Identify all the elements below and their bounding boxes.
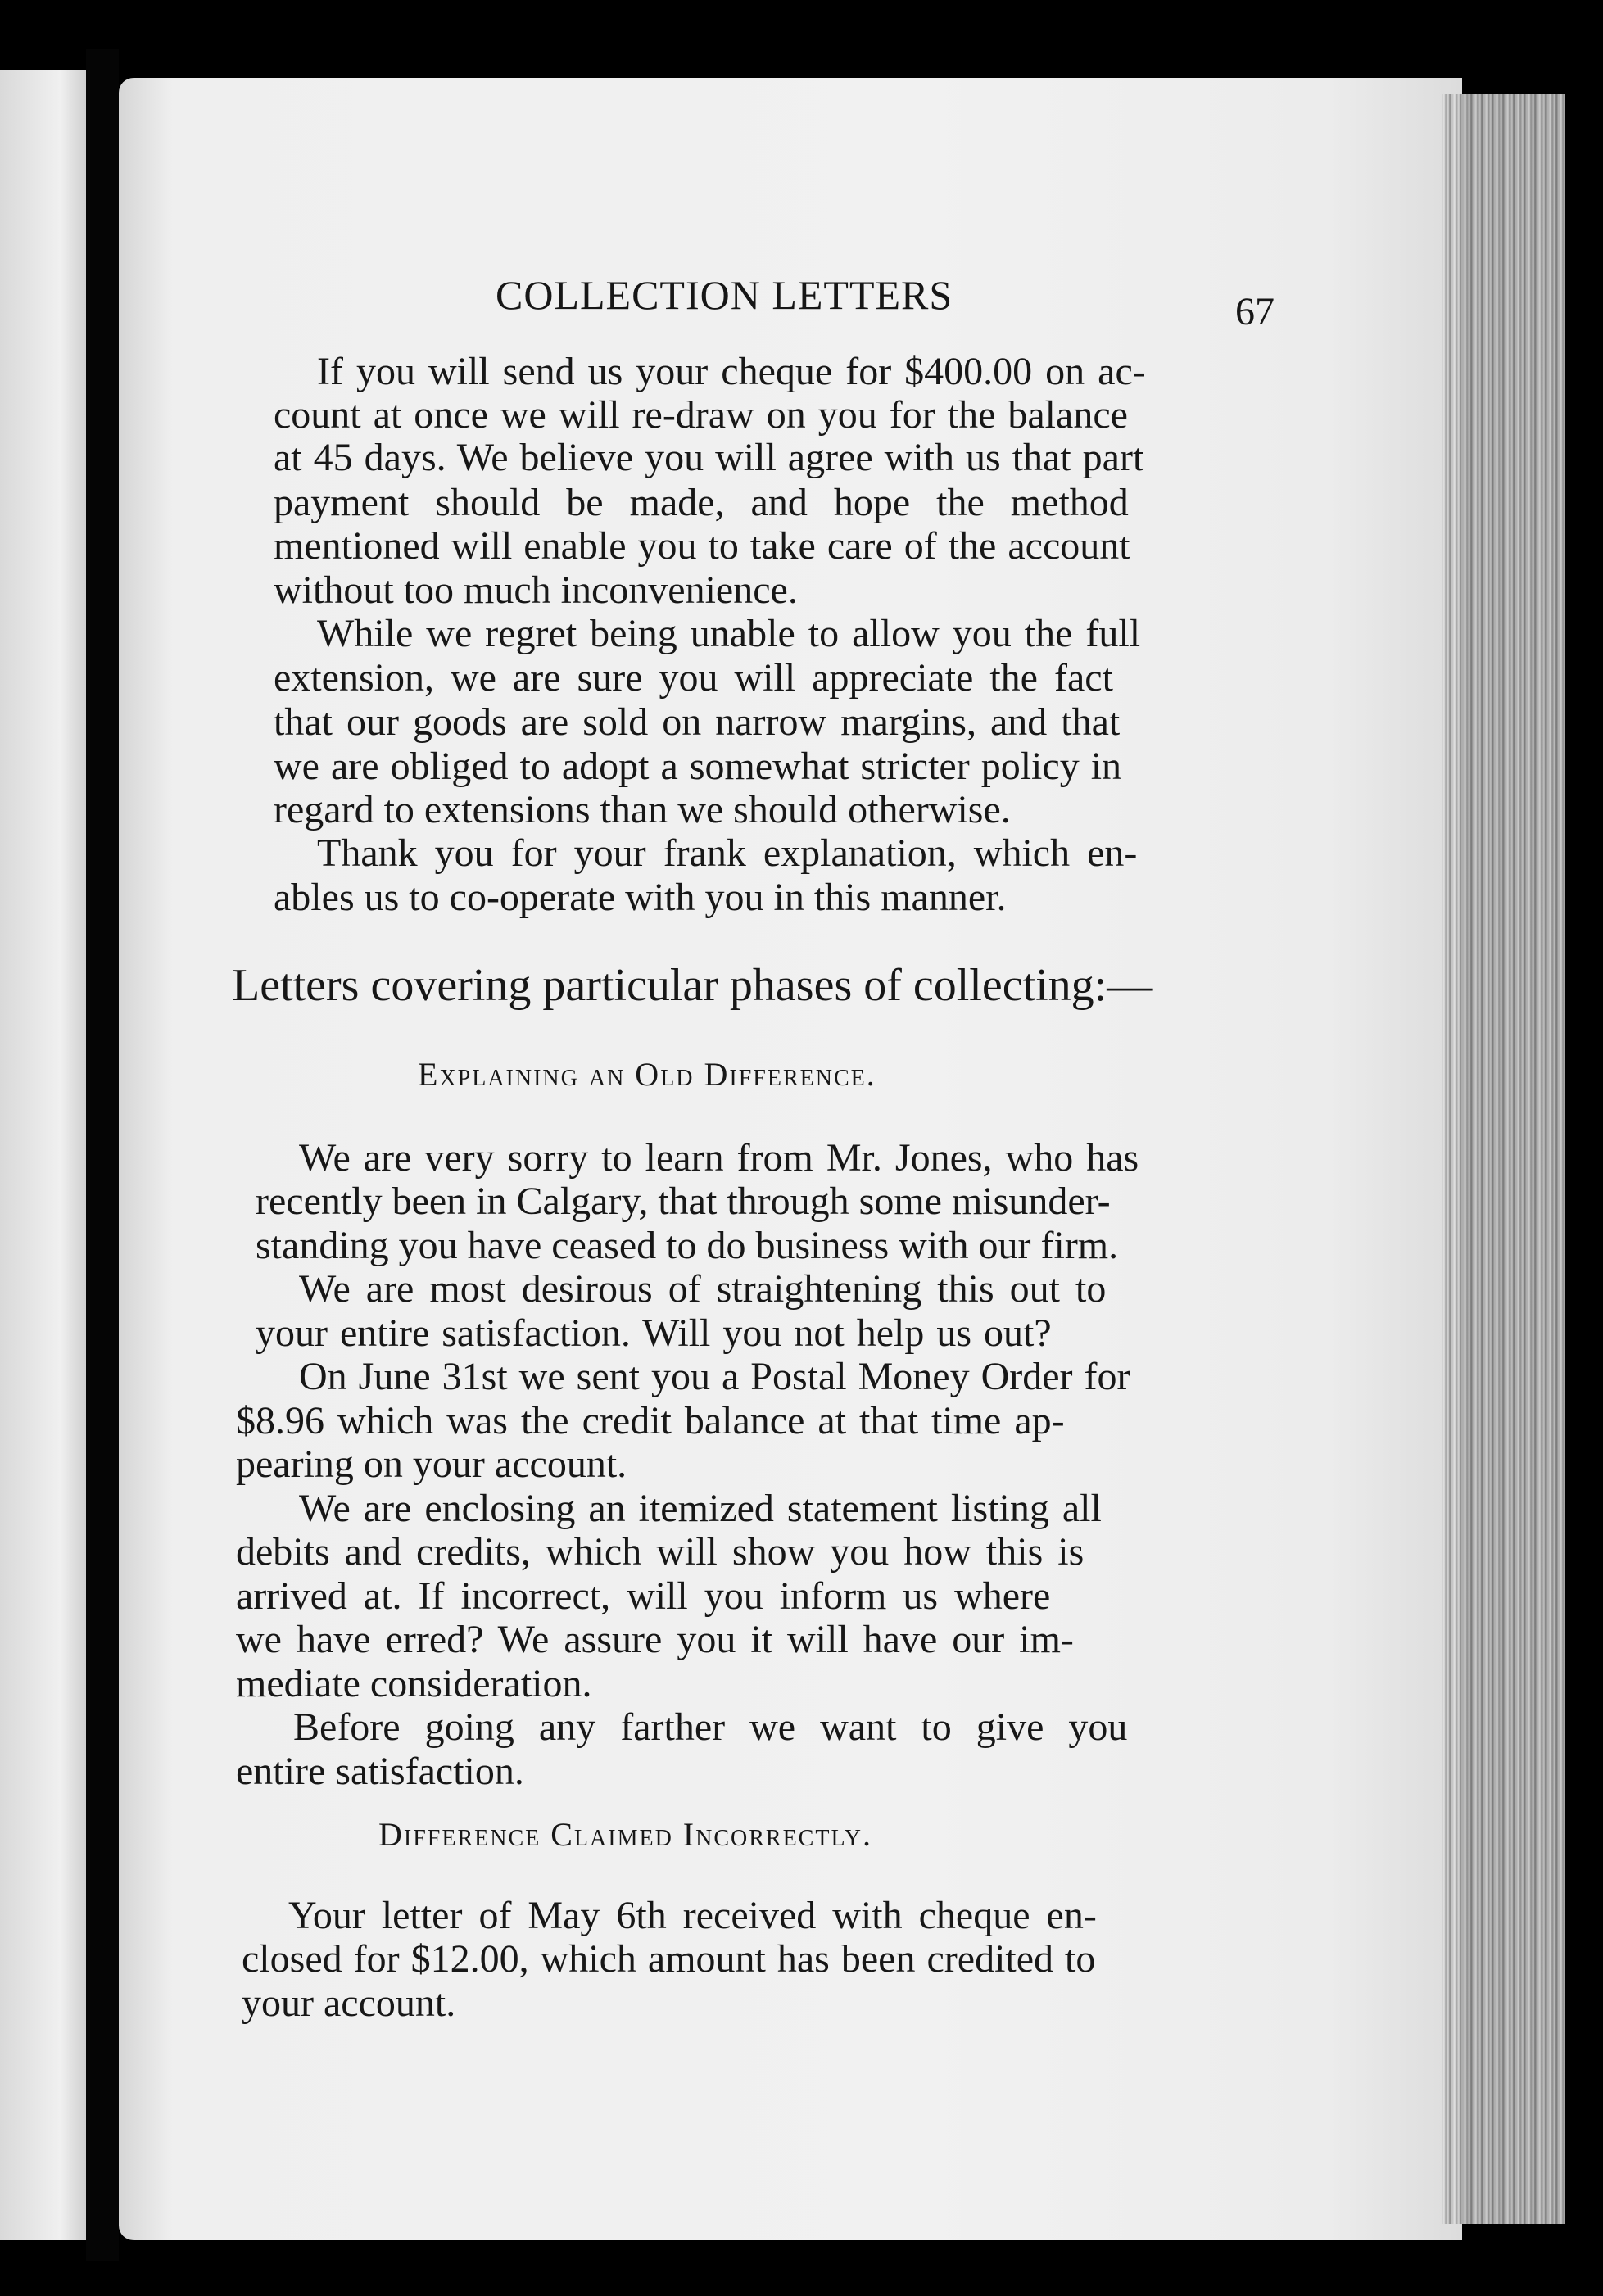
text-line: regard to extensions than we should otherwise.: [274, 788, 1011, 831]
running-head: COLLECTION LETTERS: [496, 272, 953, 318]
text-line: We are very sorry to learn from Mr. Jones, who has: [299, 1136, 1139, 1180]
text-line: payment should be made, and hope the method: [274, 481, 1129, 524]
text-line: without too much inconvenience.: [274, 568, 798, 612]
page-number: 67: [1235, 290, 1275, 333]
book-gutter: [86, 49, 119, 2261]
section-heading: Letters covering particular phases of collecting:—: [232, 960, 1153, 1011]
text-line: closed for $12.00, which amount has been credited to: [242, 1937, 1096, 1981]
text-line: count at once we will re-draw on you for the balance: [274, 393, 1128, 437]
text-line: we have erred? We assure you it will have our im-: [236, 1618, 1074, 1661]
text-line: $8.96 which was the credit balance at that time ap-: [236, 1399, 1065, 1442]
text-line: mediate consideration.: [236, 1662, 592, 1705]
text-line: ables us to co-operate with you in this manner.: [274, 876, 1007, 919]
text-line: Before going any farther we want to give you: [293, 1705, 1128, 1749]
text-line: While we regret being unable to allow you the full: [317, 612, 1141, 655]
text-line: extension, we are sure you will appreciate the fact: [274, 656, 1113, 700]
text-line: mentioned will enable you to take care of the account: [274, 524, 1130, 568]
text-line: standing you have ceased to do business with our firm.: [256, 1224, 1119, 1267]
text-line: we are obliged to adopt a somewhat stricter policy in: [274, 745, 1122, 788]
text-line: We are most desirous of straightening this out to: [299, 1267, 1107, 1311]
subheading: Difference Claimed Incorrectly.: [378, 1816, 872, 1853]
text-line: arrived at. If incorrect, will you inform us where: [236, 1574, 1051, 1618]
text-line: that our goods are sold on narrow margins, and that: [274, 700, 1121, 744]
text-line: your entire satisfaction. Will you not help us out?: [256, 1311, 1052, 1355]
text-line: entire satisfaction.: [236, 1750, 524, 1793]
page-edges: [1442, 94, 1565, 2224]
text-line: pearing on your account.: [236, 1442, 627, 1486]
text-line: your account.: [242, 1981, 456, 2025]
text-line: Your letter of May 6th received with cheque en-: [288, 1894, 1097, 1937]
text-line: at 45 days. We believe you will agree with us that part: [274, 436, 1144, 479]
text-line: If you will send us your cheque for $400.00 on ac-: [317, 350, 1146, 393]
text-line: On June 31st we sent you a Postal Money Order for: [299, 1355, 1130, 1398]
text-line: Thank you for your frank explanation, which en-: [317, 831, 1138, 875]
text-line: We are enclosing an itemized statement listing all: [299, 1487, 1102, 1530]
left-facing-page: [0, 70, 86, 2240]
text-line: debits and credits, which will show you how this is: [236, 1530, 1085, 1574]
text-line: recently been in Calgary, that through some misunder-: [256, 1180, 1111, 1223]
subheading: Explaining an Old Difference.: [418, 1056, 876, 1093]
